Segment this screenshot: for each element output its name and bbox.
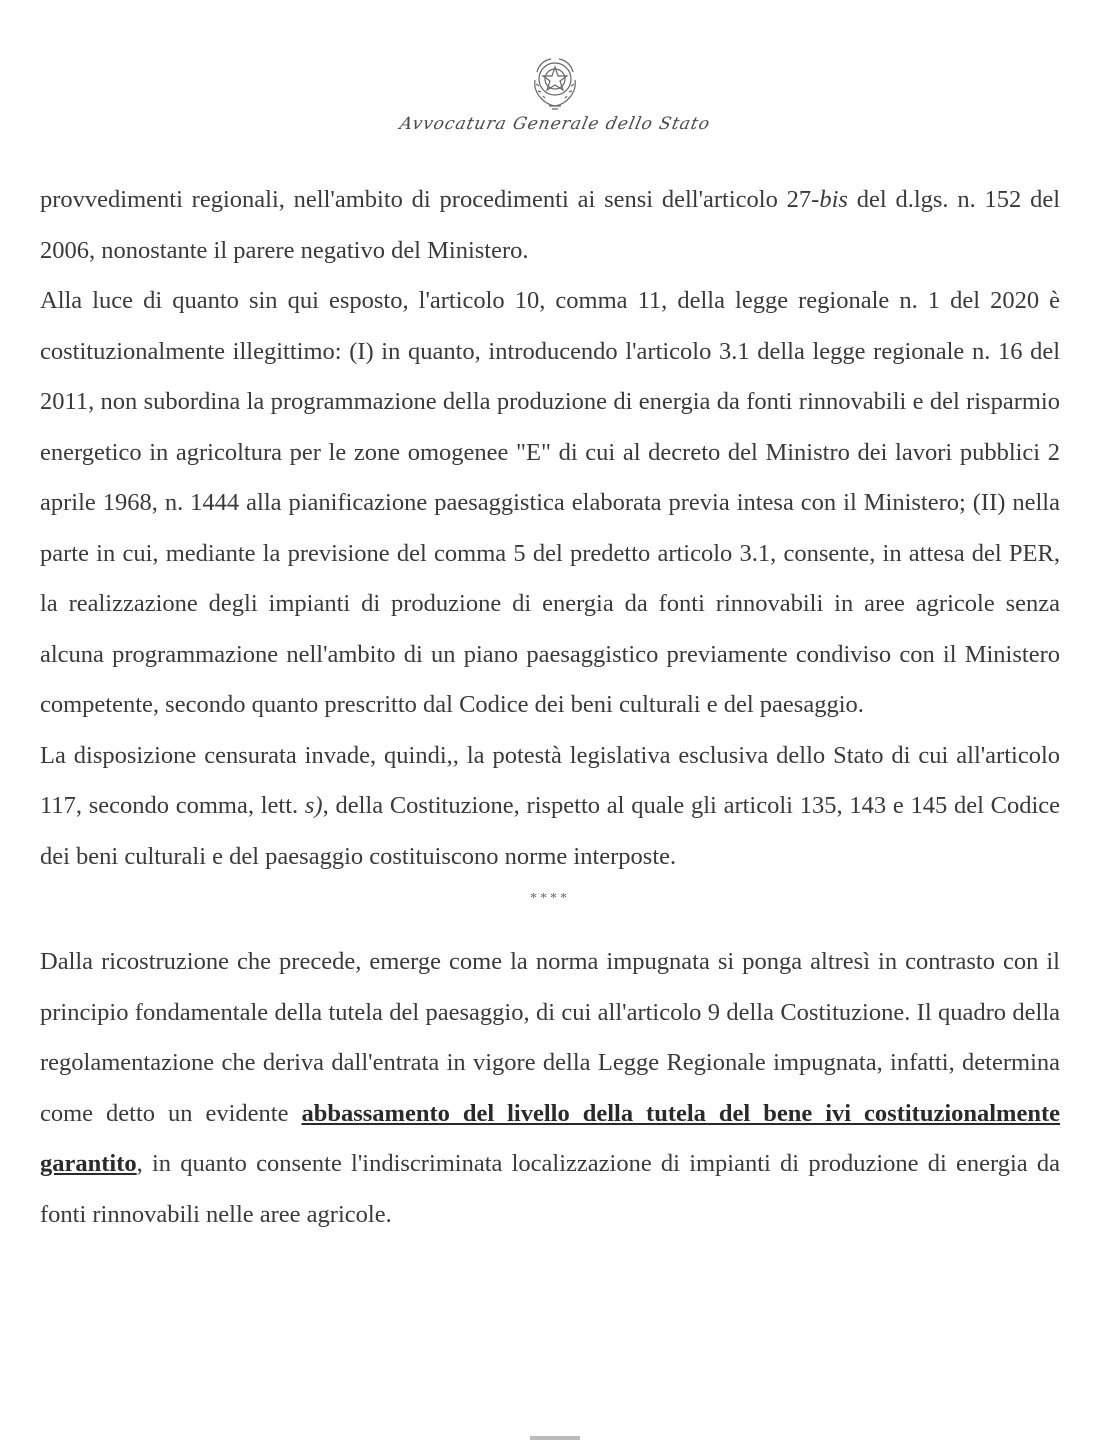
paragraph-3-italic: s): [304, 792, 323, 819]
paragraph-2: Alla luce di quanto sin qui esposto, l'articolo 10, comma 11, della legge regionale n. 1 del 2020 è costituzionalmente illegittimo: (I) in quanto, introducendo l'articolo 3.1 della legge regionale n. 16 del 2011, non subordina la programmazione della produzione di energia da fonti rinnovabili e del risparmio energetico in agricoltura per le zone omogenee "E" di cui al decreto del Ministro dei lavori pubblici 2 aprile 1968, n. 1444 alla pianificazione paesaggistica elaborata previa intesa con il Ministero; (II) nella parte in cui, mediante la previsione del comma 5 del predetto articolo 3.1, consente, in attesa del PER, la realizzazione degli impianti di produzione di energia da fonti rinnovabili in aree agricole senza alcuna programmazione nell'ambito di un piano paesaggistico previamente condiviso con il Ministero competente, secondo quanto prescritto dal Codice dei beni culturali e del paesaggio.: [40, 287, 1060, 718]
state-emblem-icon: [525, 50, 585, 112]
letterhead: [0, 50, 1110, 134]
paragraph-4-emphasis: abbassamento del livello della tutela del bene ivi costituzionalmente garantito: [40, 1099, 1061, 1177]
section-separator: ****: [530, 891, 570, 906]
paragraph-1-text-c: del d.lgs. n. 152 del 2006, nonostante il parere negativo del Ministero.: [40, 186, 1060, 264]
document-body: [40, 175, 1060, 1240]
paragraph-1: [40, 175, 1060, 276]
paragraph-1-italic: bis: [819, 186, 848, 213]
paragraph-4: [40, 937, 1060, 1240]
paragraph-4-text-a: Dalla ricostruzione che precede, emerge come la norma impugnata si ponga altresì in contrasto con il principio fondamentale della tutela del paesaggio, di cui all'articolo 9 della Costituzione. Il quadro della regolamentazione che deriva dall'entrata in vigore della Legge Regionale impugnata, infatti, determina come detto un evidente: [40, 948, 1060, 1127]
paragraph-1-text-a: provvedimenti regionali, nell'ambito di procedimenti ai sensi dell'articolo 27-: [40, 186, 820, 213]
letterhead-title: Avvocatura Generale dello Stato: [397, 114, 713, 134]
page-number-mark: [530, 1436, 580, 1440]
paragraph-3-text-c: , della Costituzione, rispetto al quale gli articoli 135, 143 e 145 del Codice dei beni culturali e del paesaggio costituiscono norme interposte.: [40, 792, 1061, 870]
paragraph-3-text-a: La disposizione censurata invade, quindi,, la potestà legislativa esclusiva dello Stato di cui all'articolo 117, secondo comma, lett.: [40, 741, 1060, 819]
paragraph-3: [40, 731, 1060, 883]
paragraph-4-text-c: , in quanto consente l'indiscriminata localizzazione di impianti di produzione di energia da fonti rinnovabili nelle aree agricole.: [40, 1150, 1060, 1228]
